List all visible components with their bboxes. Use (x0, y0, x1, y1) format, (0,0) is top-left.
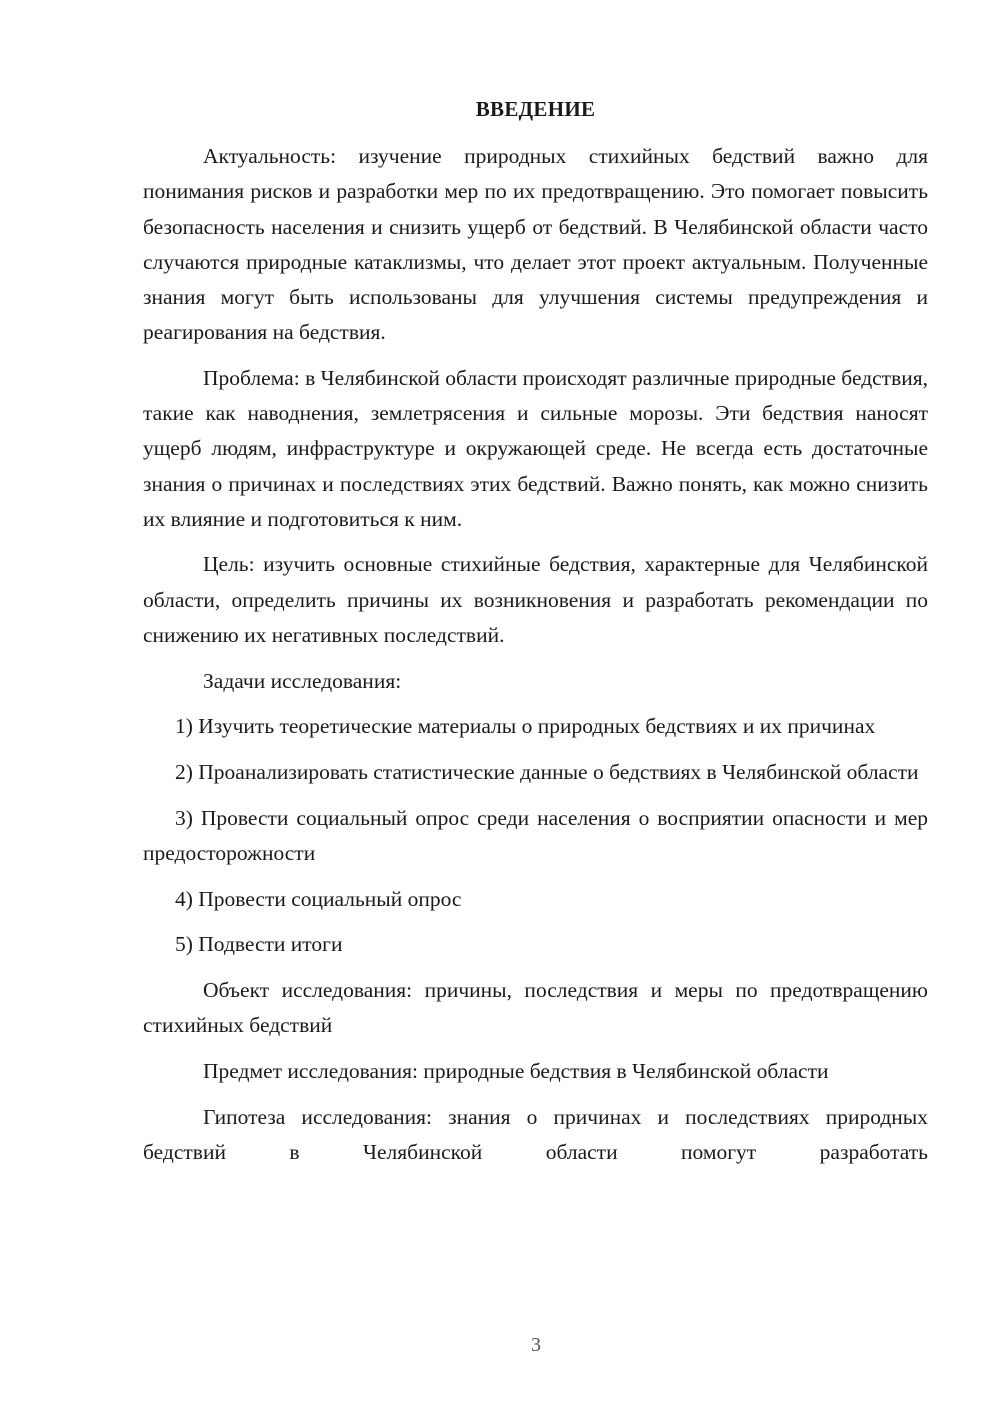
tasks-heading: Задачи исследования: (203, 668, 402, 693)
paragraph-relevance: Актуальность: изучение природных стихийных бедствий важно для понимания рисков и разработки мер по их предотвращению. Это помогает повысить безопасность населения и снизить ущерб от бедствий. В Челябинской области часто случаются природные катаклизмы, что делает этот проект актуальным. Полученные знания могут быть использованы для улучшения системы предупреждения и реагирования на бедствия. (143, 144, 928, 345)
paragraph-subject: Предмет исследования: природные бедствия в Челябинской области (203, 1058, 829, 1083)
page-number: 3 (531, 1334, 541, 1356)
task-item-4: 4) Провести социальный опрос (175, 886, 462, 911)
paragraph-problem: Проблема: в Челябинской области происходят различные природные бедствия, такие как наводнения, землетрясения и сильные морозы. Эти бедствия наносят ущерб людям, инфраструктуре и окружающей среде. Не всегда есть достаточные знания о причинах и последствиях этих бедствий. Важно понять, как можно снизить их влияние и подготовиться к ним. (143, 365, 928, 531)
task-item-3: 3) Провести социальный опрос среди населения о восприятии опасности и мер предосторожности (143, 805, 928, 865)
task-item-2: 2) Проанализировать статистические данные о бедствиях в Челябинской области (175, 759, 919, 784)
task-item-1: 1) Изучить теоретические материалы о природных бедствиях и их причинах (175, 714, 876, 739)
document-page (143, 92, 928, 1180)
section-title: ВВЕДЕНИЕ (475, 97, 596, 121)
paragraph-object: Объект исследования: причины, последствия и меры по предотвращению стихийных бедствий (143, 977, 928, 1038)
task-item-5: 5) Подвести итоги (175, 932, 343, 957)
paragraph-goal: Цель: изучить основные стихийные бедствия, характерные для Челябинской области, определить причины их возникновения и разработать рекомендации по снижению их негативных последствий. (143, 552, 928, 647)
paragraph-hypothesis: Гипотеза исследования: знания о причинах и последствиях природных бедствий в Челябинской области помогут разработать (143, 1104, 928, 1164)
